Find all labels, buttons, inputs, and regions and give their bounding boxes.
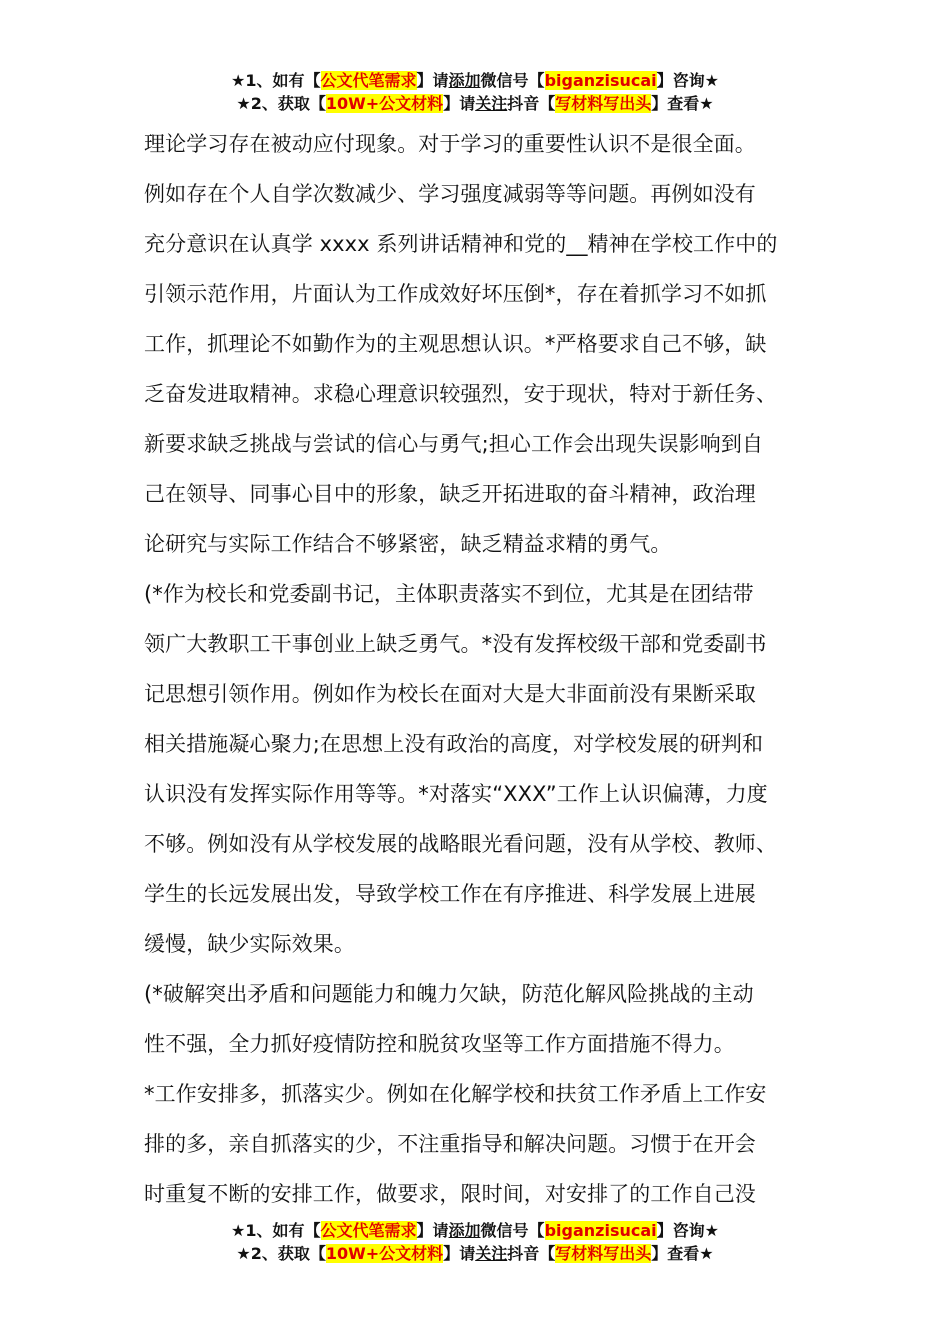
banner-text: 】查看★: [651, 1244, 714, 1263]
banner-highlight: 公文代笔需求: [320, 1221, 417, 1240]
banner-line-2: [0, 92, 950, 115]
body-line: 引领示范作用，片面认为工作成效好坏压倒*，存在着抓学习不如抓: [144, 282, 767, 306]
body-line: 己在领导、同事心目中的形象，缺乏开拓进取的奋斗精神，政治理: [144, 482, 756, 506]
banner-highlight: 10W+公文材料: [325, 1244, 444, 1263]
banner-emphasis: 添加: [448, 1221, 481, 1240]
banner-text: ★2、获取【: [236, 94, 326, 113]
banner-highlight: biganzisucai: [544, 71, 657, 90]
body-line: 论研究与实际工作结合不够紧密，缺乏精益求精的勇气。: [144, 532, 672, 556]
body-line: 充分意识在认真学 xxxx 系列讲话精神和党的__精神在学校工作中的: [144, 232, 778, 256]
body-line: 新要求缺乏挑战与尝试的信心与勇气;担心工作会出现失误影响到自: [144, 432, 764, 456]
body-line: 时重复不断的安排工作，做要求，限时间，对安排了的工作自己没: [144, 1182, 756, 1206]
body-line: 性不强，全力抓好疫情防控和脱贫攻坚等工作方面措施不得力。: [144, 1032, 735, 1056]
banner-text: ★1、如有【: [231, 1221, 321, 1240]
banner-emphasis: 添加: [448, 71, 481, 90]
body-line: 不够。例如没有从学校发展的战略眼光看问题，没有从学校、教师、: [144, 832, 777, 856]
banner-text: 抖音【: [507, 94, 556, 113]
body-line: (*破解突出矛盾和问题能力和魄力欠缺，防范化解风险挑战的主动: [144, 982, 754, 1006]
body-line: 缓慢，缺少实际效果。: [144, 932, 355, 956]
banner-highlight: 公文代笔需求: [320, 71, 417, 90]
banner-text: 】查看★: [651, 94, 714, 113]
header-banner: [0, 69, 950, 115]
body-line: 认识没有发挥实际作用等等。*对落实“XXX”工作上认识偏薄，力度: [144, 782, 768, 806]
banner-text: 】请: [416, 71, 449, 90]
banner-highlight: biganzisucai: [544, 1221, 657, 1240]
banner-line-1: [0, 1219, 950, 1242]
body-line: 领广大教职工干事创业上缺乏勇气。*没有发挥校级干部和党委副书: [144, 632, 767, 656]
banner-highlight: 10W+公文材料: [325, 94, 444, 113]
banner-highlight: 写材料写出头: [555, 1244, 652, 1263]
banner-text: 】请: [443, 1244, 476, 1263]
banner-text: 抖音【: [507, 1244, 556, 1263]
document-body: [144, 125, 824, 1225]
banner-text: 微信号【: [480, 1221, 545, 1240]
banner-text: 】咨询★: [656, 1221, 719, 1240]
body-line: 学生的长远发展出发，导致学校工作在有序推进、科学发展上进展: [144, 882, 756, 906]
body-line: 例如存在个人自学次数减少、学习强度减弱等等问题。再例如没有: [144, 182, 756, 206]
banner-text: ★2、获取【: [236, 1244, 326, 1263]
body-line: *工作安排多，抓落实少。例如在化解学校和扶贫工作矛盾上工作安: [144, 1082, 767, 1106]
banner-line-1: [0, 69, 950, 92]
banner-text: 】请: [416, 1221, 449, 1240]
banner-text: 】请: [443, 94, 476, 113]
body-line: 排的多，亲自抓落实的少，不注重指导和解决问题。习惯于在开会: [144, 1132, 756, 1156]
body-line: 乏奋发进取精神。求稳心理意识较强烈，安于现状，特对于新任务、: [144, 382, 777, 406]
banner-line-2: [0, 1242, 950, 1265]
body-line: (*作为校长和党委副书记，主体职责落实不到位，尤其是在团结带: [144, 582, 754, 606]
footer-banner: [0, 1219, 950, 1265]
body-line: 相关措施凝心聚力;在思想上没有政治的高度，对学校发展的研判和: [144, 732, 764, 756]
banner-text: 】咨询★: [656, 71, 719, 90]
banner-text: ★1、如有【: [231, 71, 321, 90]
body-line: 记思想引领作用。例如作为校长在面对大是大非面前没有果断采取: [144, 682, 756, 706]
banner-highlight: 写材料写出头: [555, 94, 652, 113]
body-line: 理论学习存在被动应付现象。对于学习的重要性认识不是很全面。: [144, 132, 756, 156]
body-line: 工作，抓理论不如勤作为的主观思想认识。*严格要求自己不够，缺: [144, 332, 767, 356]
banner-emphasis: 关注: [475, 94, 508, 113]
banner-emphasis: 关注: [475, 1244, 508, 1263]
banner-text: 微信号【: [480, 71, 545, 90]
